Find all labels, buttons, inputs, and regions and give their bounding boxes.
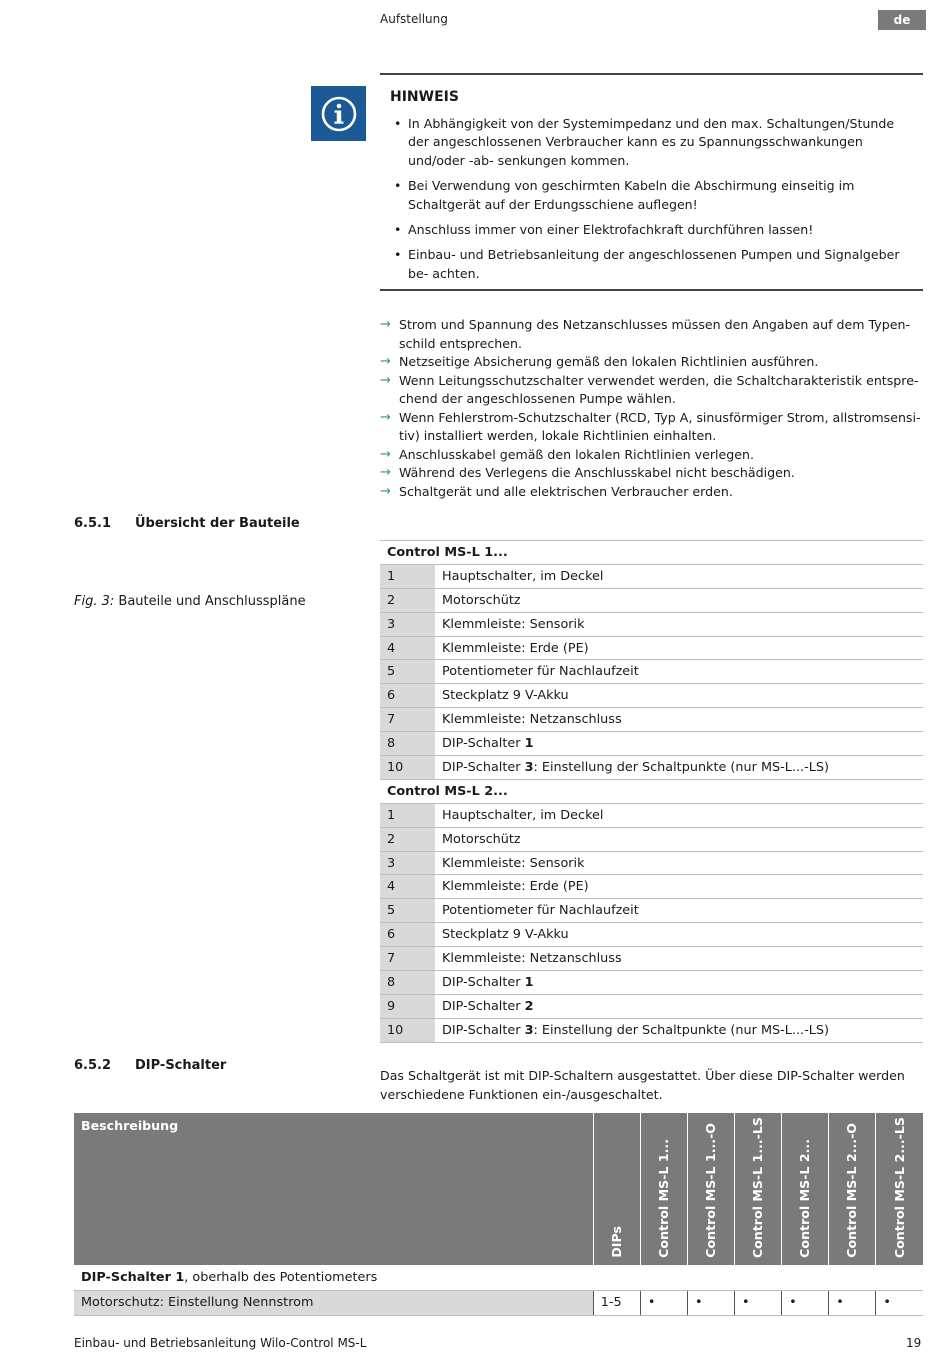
mark-cell: • — [735, 1290, 782, 1315]
section-number: 6.5.1 — [74, 516, 112, 531]
mark-cell: • — [687, 1290, 734, 1315]
column-header-variant: Control MS-L 1...-LS — [735, 1113, 782, 1265]
section-number: 6.5.2 — [74, 1058, 112, 1073]
section-intro: Das Schaltgerät ist mit DIP-Schaltern ausgestattet. Über diese DIP-Schalter werden verschiedene Funktionen ein-/ausgeschaltet. — [380, 1068, 905, 1102]
step-item: → Wenn Leitungsschutzschalter verwendet werden, die Schaltcharakteristik entspre- chend der angeschlossenen Pumpe wählen. — [380, 372, 919, 406]
column-header-variant: Control MS-L 1...-O — [687, 1113, 734, 1265]
arrow-icon: → — [380, 354, 391, 369]
table-row: 8 DIP-Schalter 1 — [380, 971, 923, 995]
table-row: 5 Potentiometer für Nachlaufzeit — [380, 899, 923, 923]
language-badge: de — [878, 10, 926, 30]
column-header-variant: Control MS-L 2... — [782, 1113, 829, 1265]
step-item: → Anschlusskabel gemäß den lokalen Richtlinien verlegen. — [380, 446, 923, 465]
table-row: 9 DIP-Schalter 2 — [380, 994, 923, 1018]
notice-item: • Bei Verwendung von geschirmten Kabeln die Abschirmung einseitig im Schaltgerät auf der Erdungsschiene auflegen! — [394, 177, 919, 214]
figure-label: Fig. 3: — [74, 594, 115, 609]
table-row — [74, 1290, 923, 1315]
arrow-icon: → — [380, 483, 391, 499]
notice-item: • Anschluss immer von einer Elektrofachkraft durchführen lassen! — [394, 221, 919, 239]
table-row: 10 DIP-Schalter 3: Einstellung der Schaltpunkte (nur MS-L...-LS) — [380, 756, 923, 780]
arrow-icon: → — [380, 372, 391, 388]
table-row: 6 Steckplatz 9 V-Akku — [380, 684, 923, 708]
notice-list — [394, 115, 919, 290]
table-row: 1 Hauptschalter, im Deckel — [380, 564, 923, 588]
row-label: Motorschutz: Einstellung Nennstrom — [74, 1290, 593, 1315]
dip-switch-table — [74, 1113, 923, 1316]
table-group-header: Control MS-L 2... — [380, 779, 923, 803]
table-row: 4 Klemmleiste: Erde (PE) — [380, 636, 923, 660]
arrow-icon: → — [380, 446, 391, 462]
table-subheader-row: DIP-Schalter 1, oberhalb des Potentiometers — [74, 1265, 923, 1290]
table-header-row — [74, 1113, 923, 1265]
table-row: 5 Potentiometer für Nachlaufzeit — [380, 660, 923, 684]
mark-cell: • — [782, 1290, 829, 1315]
figure-caption — [74, 594, 306, 609]
arrow-icon: → — [380, 465, 391, 480]
table-group-header: Control MS-L 1... — [380, 541, 923, 565]
table-row: 6 Steckplatz 9 V-Akku — [380, 923, 923, 947]
column-header-variant: Control MS-L 2...-O — [829, 1113, 876, 1265]
components-table — [380, 540, 923, 1043]
info-icon — [311, 86, 366, 141]
table-row: 1 Hauptschalter, im Deckel — [380, 803, 923, 827]
arrow-icon: → — [380, 409, 391, 425]
table-row: 4 Klemmleiste: Erde (PE) — [380, 875, 923, 899]
column-header-variant: Control MS-L 1... — [640, 1113, 687, 1265]
table-row: 7 Klemmleiste: Netzanschluss — [380, 708, 923, 732]
notice-item: • Einbau- und Betriebsanleitung der angeschlossenen Pumpen und Signalgeber be- achten. — [394, 246, 919, 283]
step-item: → Schaltgerät und alle elektrischen Verbraucher erden. — [380, 483, 923, 502]
notice-box — [380, 73, 923, 291]
running-header: Aufstellung — [380, 12, 448, 26]
page-number: 19 — [906, 1336, 922, 1350]
section-title: DIP-Schalter — [135, 1058, 227, 1073]
section-title: Übersicht der Bauteile — [135, 516, 300, 531]
table-row: 8 DIP-Schalter 1 — [380, 732, 923, 756]
mark-cell: • — [640, 1290, 687, 1315]
step-item: → Wenn Fehlerstrom-Schutzschalter (RCD, Typ A, sinusförmiger Strom, allstromsensi- tiv) installiert werden, lokale Richtlinien einhalten. — [380, 409, 921, 443]
step-item: → Während des Verlegens die Anschlusskabel nicht beschädigen. — [380, 464, 923, 483]
table-row: 2 Motorschütz — [380, 588, 923, 612]
dips-cell: 1-5 — [593, 1290, 640, 1315]
footer-title: Einbau- und Betriebsanleitung Wilo-Control MS-L — [74, 1336, 367, 1350]
figure-caption-text: Bauteile und Anschlusspläne — [118, 594, 306, 609]
instruction-steps — [380, 316, 923, 501]
column-header-dips: DIPs — [593, 1113, 640, 1265]
mark-cell: • — [829, 1290, 876, 1315]
notice-item: • In Abhängigkeit von der Systemimpedanz und den max. Schaltungen/Stunde der angeschlossenen Verbraucher kann es zu Spannungsschwankungen und/oder -ab- senkungen kommen. — [394, 115, 919, 170]
step-item: → Netzseitige Absicherung gemäß den lokalen Richtlinien ausführen. — [380, 353, 923, 372]
column-header-variant: Control MS-L 2...-LS — [876, 1113, 923, 1265]
arrow-icon: → — [380, 317, 391, 332]
table-row: 3 Klemmleiste: Sensorik — [380, 612, 923, 636]
notice-title: HINWEIS — [390, 89, 459, 105]
mark-cell: • — [876, 1290, 923, 1315]
column-header-description: Beschreibung — [74, 1113, 593, 1265]
step-item: → Strom und Spannung des Netzanschlusses müssen den Angaben auf dem Typen- schild entsprechen. — [380, 317, 910, 351]
table-row: 7 Klemmleiste: Netzanschluss — [380, 947, 923, 971]
table-row: 3 Klemmleiste: Sensorik — [380, 851, 923, 875]
table-row: 10 DIP-Schalter 3: Einstellung der Schaltpunkte (nur MS-L...-LS) — [380, 1018, 923, 1042]
table-row: 2 Motorschütz — [380, 827, 923, 851]
